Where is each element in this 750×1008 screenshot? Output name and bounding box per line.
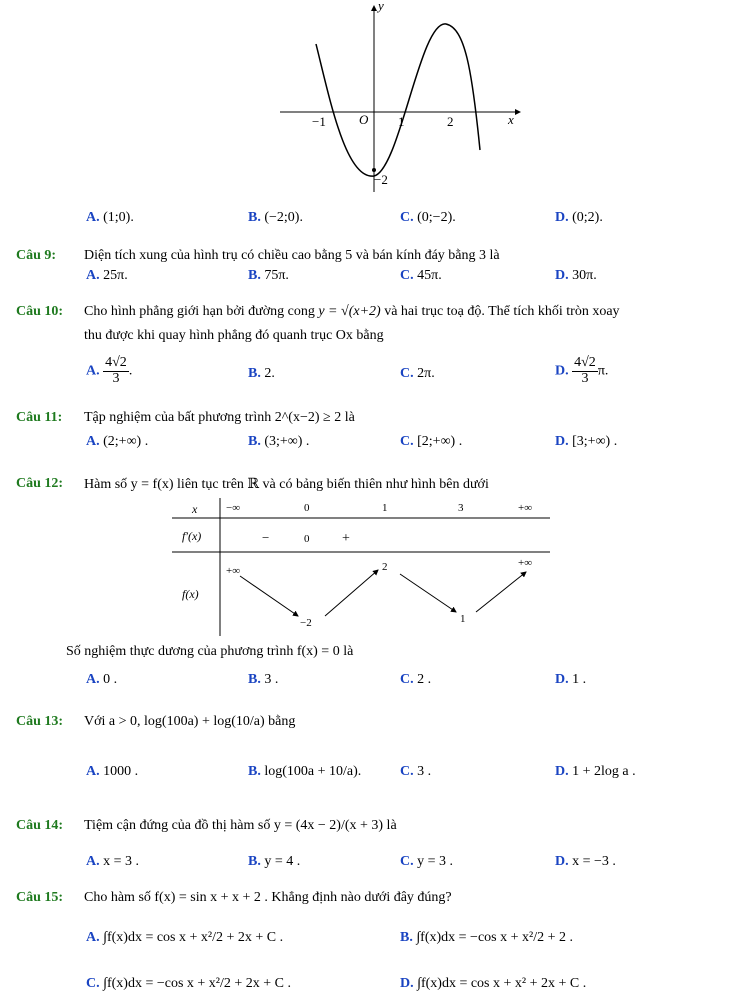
q15-option-a[interactable]	[86, 930, 283, 946]
option-tail: π.	[597, 363, 609, 379]
q14-text: Tiệm cận đứng của đồ thị hàm số y = (4x − 2)/(x + 3) là	[84, 818, 397, 833]
option-letter: D.	[555, 363, 569, 379]
q12-question: Số nghiệm thực dương của phương trình f(x) = 0 là	[66, 644, 354, 659]
option-letter: D.	[555, 854, 569, 869]
q10-text	[84, 304, 620, 320]
origin-label: O	[359, 112, 369, 127]
q15-option-b[interactable]	[400, 930, 573, 946]
option-letter: B.	[248, 210, 261, 225]
numerator: 4√2	[105, 355, 127, 370]
q14-label: Câu 14:	[16, 818, 64, 833]
q11-option-d[interactable]	[555, 434, 617, 450]
option-letter: B.	[248, 434, 261, 449]
denominator: 3	[581, 370, 589, 386]
table-x-val: 3	[458, 502, 464, 514]
option-value: 75π.	[264, 268, 289, 283]
table-fprime-val: −	[262, 530, 270, 545]
fraction	[103, 356, 129, 386]
q13-option-b[interactable]	[248, 764, 361, 780]
option-value: 2.	[264, 366, 275, 381]
q9-option-b[interactable]	[248, 268, 289, 284]
option-letter: D.	[555, 764, 569, 779]
option-value: (3;+∞) .	[264, 434, 310, 449]
option-value: log(100a + 10/a).	[264, 764, 362, 779]
option-value: (0;2).	[572, 210, 603, 225]
table-f-val: 2	[382, 561, 388, 573]
fraction	[572, 356, 598, 386]
tick-label-neg2: −2	[374, 172, 388, 187]
option-value: [2;+∞) .	[417, 434, 463, 449]
option-value: y = 3 .	[417, 854, 454, 869]
q10-option-d[interactable]	[555, 356, 608, 386]
option-letter: A.	[86, 930, 100, 945]
option-letter: A.	[86, 363, 100, 379]
option-value: [3;+∞) .	[572, 434, 618, 449]
q13-label: Câu 13:	[16, 714, 64, 729]
option-letter: B.	[248, 764, 261, 779]
option-value: ∫f(x)dx = cos x + x² + 2x + C .	[417, 976, 587, 991]
q14-option-d[interactable]	[555, 854, 616, 870]
option-value: 25π.	[103, 268, 128, 283]
table-f-val: −2	[300, 617, 312, 629]
option-letter: C.	[400, 764, 414, 779]
q9-option-d[interactable]	[555, 268, 597, 284]
table-f-head: f(x)	[182, 587, 199, 601]
arrow-down	[240, 576, 298, 616]
option-letter: D.	[400, 976, 414, 991]
table-fprime-head: f′(x)	[182, 529, 202, 543]
q8-option-d[interactable]	[555, 210, 603, 226]
option-value: x = 3 .	[103, 854, 140, 869]
option-letter: A.	[86, 210, 100, 225]
option-value: x = −3 .	[572, 854, 616, 869]
table-f-val: +∞	[518, 557, 533, 569]
option-value: 2π.	[417, 366, 435, 381]
option-value: 1 .	[572, 672, 587, 687]
table-x-val: +∞	[518, 502, 533, 514]
option-letter: C.	[400, 268, 414, 283]
option-value: 1000 .	[103, 764, 139, 779]
q15-label: Câu 15:	[16, 890, 64, 905]
table-f-val: +∞	[226, 565, 241, 577]
option-letter: B.	[248, 672, 261, 687]
option-letter: D.	[555, 672, 569, 687]
q13-option-c[interactable]	[400, 764, 431, 780]
tick-label-neg1: −1	[312, 114, 326, 129]
tick-label-2: 2	[447, 114, 454, 129]
option-letter: D.	[555, 210, 569, 225]
option-letter: C.	[400, 210, 414, 225]
option-letter: C.	[400, 854, 414, 869]
option-letter: A.	[86, 854, 100, 869]
option-letter: B.	[248, 268, 261, 283]
q14-option-c[interactable]	[400, 854, 453, 870]
q8-option-c[interactable]	[400, 210, 456, 226]
option-letter: B.	[248, 854, 261, 869]
variation-table	[170, 494, 555, 636]
option-value: 45π.	[417, 268, 442, 283]
q8-option-b[interactable]	[248, 210, 303, 226]
q14-option-b[interactable]	[248, 854, 300, 870]
option-value: 30π.	[572, 268, 597, 283]
table-f-val: 1	[460, 613, 466, 625]
q14-option-a[interactable]	[86, 854, 139, 870]
q15-option-c[interactable]	[86, 976, 291, 992]
q12-option-c[interactable]	[400, 672, 431, 688]
arrow-down	[400, 574, 456, 612]
table-x-val: 0	[304, 502, 310, 514]
tick-label-1: 1	[398, 114, 405, 129]
cubic-curve	[316, 24, 480, 176]
arrow-up	[476, 572, 526, 612]
option-letter: A.	[86, 434, 100, 449]
option-value: (1;0).	[103, 210, 134, 225]
q10-label: Câu 10:	[16, 304, 64, 319]
option-value: (2;+∞) .	[103, 434, 149, 449]
option-value: 3 .	[264, 672, 279, 687]
option-letter: C.	[400, 434, 414, 449]
table-fprime-val: 0	[304, 533, 310, 545]
q10-text-post: và hai trục toạ độ. Thể tích khối tròn xoay	[384, 304, 620, 319]
y-axis-label: y	[378, 0, 384, 13]
numerator: 4√2	[574, 355, 596, 370]
q13-option-d[interactable]	[555, 764, 636, 780]
option-value: (0;−2).	[417, 210, 456, 225]
q15-text: Cho hàm số f(x) = sin x + x + 2 . Khẳng định nào dưới đây đúng?	[84, 890, 452, 905]
option-value: 0 .	[103, 672, 118, 687]
denominator: 3	[112, 370, 120, 386]
q10-text-pre: Cho hình phẳng giới hạn bởi đường cong	[84, 304, 315, 319]
q12-option-a[interactable]	[86, 672, 117, 688]
option-letter: B.	[248, 366, 261, 381]
q12-label: Câu 12:	[16, 476, 64, 491]
q10-equation: y = √(x+2)	[318, 304, 381, 319]
q13-option-a[interactable]	[86, 764, 138, 780]
q11-option-a[interactable]	[86, 434, 148, 450]
function-graph	[270, 0, 530, 200]
q11-option-b[interactable]	[248, 434, 309, 450]
option-tail: .	[128, 363, 133, 379]
table-fprime-val: +	[342, 531, 350, 546]
q8-option-a[interactable]	[86, 210, 134, 226]
option-letter: D.	[555, 434, 569, 449]
option-value: (−2;0).	[264, 210, 303, 225]
q12-text: Hàm số y = f(x) liên tục trên ℝ và có bảng biến thiên như hình bên dưới	[84, 477, 489, 492]
q9-option-c[interactable]	[400, 268, 442, 284]
q9-text: Diện tích xung của hình trụ có chiều cao bằng 5 và bán kính đáy bằng 3 là	[84, 248, 500, 263]
option-value: y = 4 .	[264, 854, 301, 869]
q10-option-a[interactable]	[86, 356, 132, 386]
option-letter: D.	[555, 268, 569, 283]
option-value: 2 .	[417, 672, 432, 687]
q13-text: Với a > 0, log(100a) + log(10/a) bằng	[84, 714, 296, 729]
q11-text: Tập nghiệm của bất phương trình 2^(x−2) ≥ 2 là	[84, 410, 355, 425]
option-value: 3 .	[417, 764, 432, 779]
option-value: ∫f(x)dx = cos x + x²/2 + 2x + C .	[103, 930, 284, 945]
option-value: ∫f(x)dx = −cos x + x²/2 + 2 .	[416, 930, 573, 945]
q11-label: Câu 11:	[16, 410, 63, 425]
option-value: ∫f(x)dx = −cos x + x²/2 + 2x + C .	[103, 976, 292, 991]
q12-option-d[interactable]	[555, 672, 586, 688]
q9-label: Câu 9:	[16, 248, 57, 263]
option-letter: C.	[400, 672, 414, 687]
q10-option-b[interactable]	[248, 366, 275, 382]
q11-option-c[interactable]	[400, 434, 462, 450]
q9-option-a[interactable]	[86, 268, 128, 284]
q10-option-c[interactable]	[400, 366, 435, 382]
option-letter: C.	[86, 976, 100, 991]
option-letter: A.	[86, 672, 100, 687]
q10-line2: thu được khi quay hình phẳng đó quanh trục Ox bằng	[84, 328, 384, 343]
table-x-head: x	[192, 502, 198, 516]
option-value: 1 + 2log a .	[572, 764, 636, 779]
arrow-up	[325, 570, 378, 616]
table-x-val: 1	[382, 502, 388, 514]
option-letter: B.	[400, 930, 413, 945]
table-x-val: −∞	[226, 502, 241, 514]
option-letter: A.	[86, 268, 100, 283]
option-letter: C.	[400, 366, 414, 381]
option-letter: A.	[86, 764, 100, 779]
x-axis-label: x	[508, 112, 514, 127]
q15-option-d[interactable]	[400, 976, 586, 992]
q12-option-b[interactable]	[248, 672, 278, 688]
